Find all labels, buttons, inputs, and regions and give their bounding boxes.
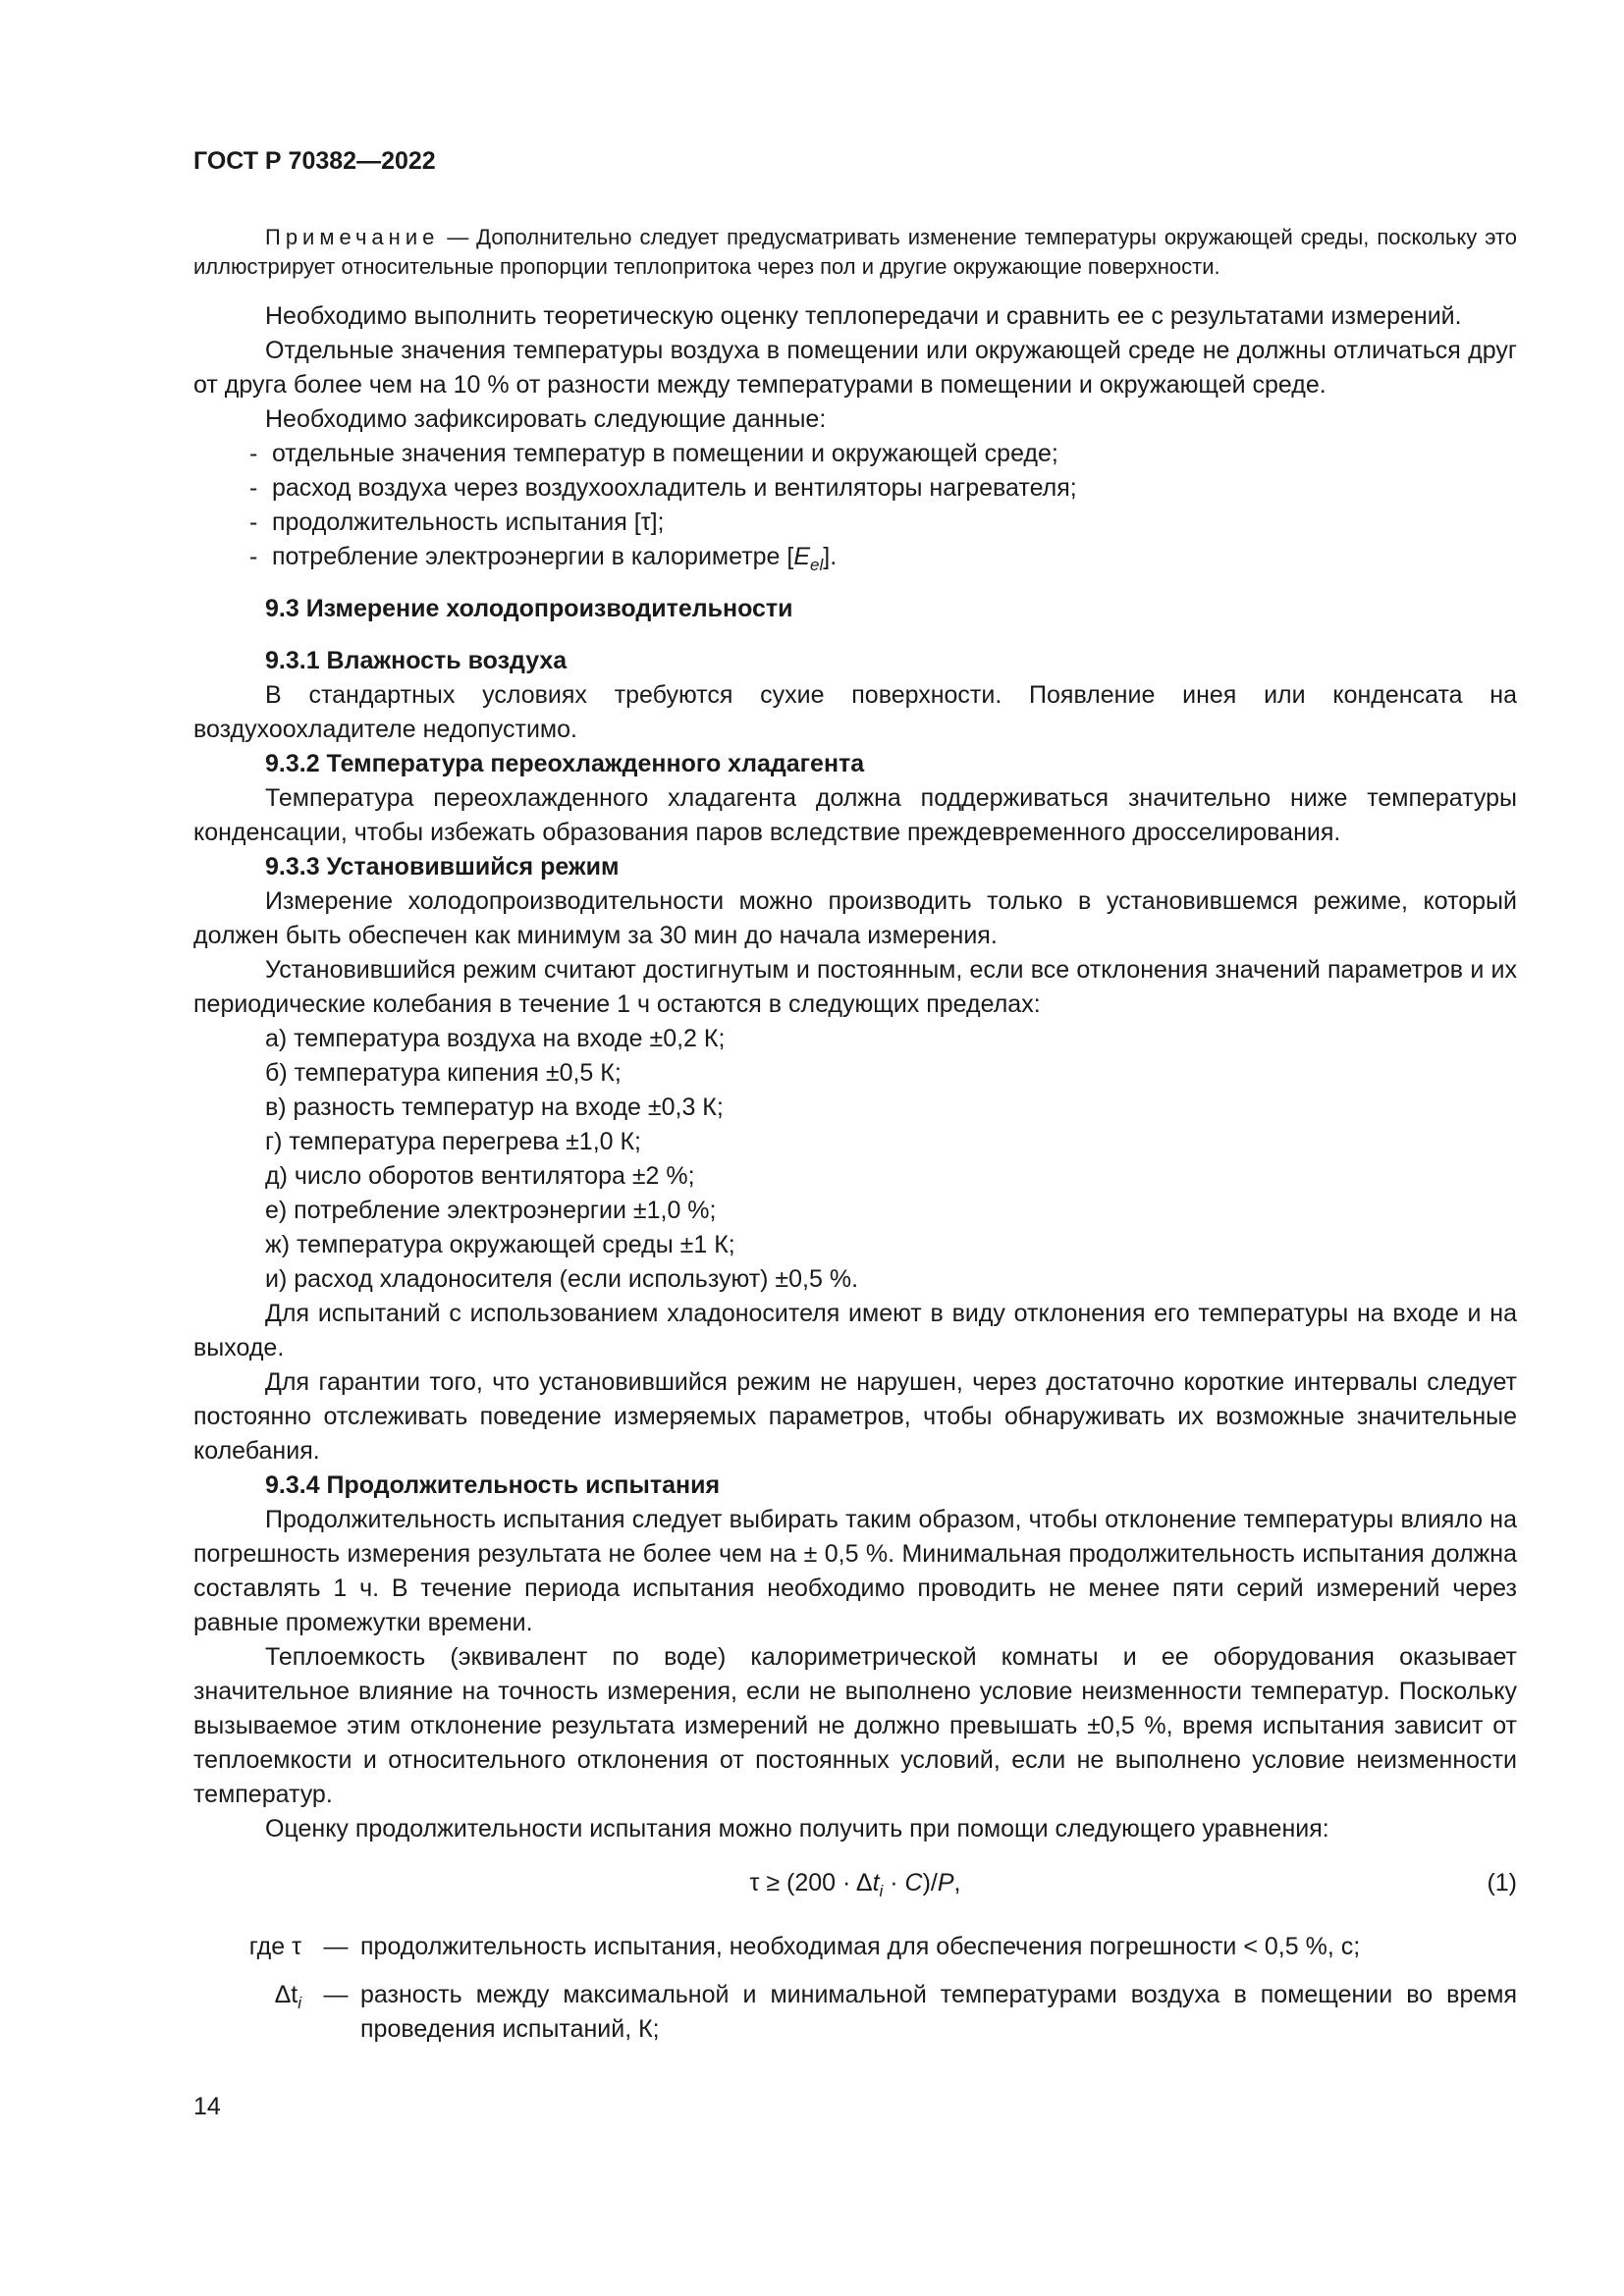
variable-description: разность между максимальной и минимальной температурами воздуха в помещении во время проведения испытаний, К;: [360, 1981, 1517, 2043]
list-item: ж) температура окружающей среды ±1 К;: [265, 1231, 735, 1258]
variable-dash: —: [323, 1933, 349, 1960]
list-item: - потребление электроэнергии в калориметре $[E_{el}]$.: [249, 543, 838, 574]
variable-symbol: где τ: [248, 1933, 301, 1960]
list-item: д) число оборотов вентилятора ±2 %;: [265, 1162, 695, 1190]
paragraph-test-duration-1: Продолжительность испытания следует выбирать таким образом, чтобы отклонение температуры влияло на погрешность измерения результата не более чем на ± 0,5 %. Минимальная продолжительность испытания должна составлять 1 ч. В течение периода испытания необходимо проводить не менее пяти серий измерений через равные промежутки времени.: [193, 1506, 1517, 1636]
paragraph-theoretical-estimate: Необходимо выполнить теоретическую оценку теплопередачи и сравнить ее с результатами измерений.: [265, 302, 1462, 330]
equation-number: (1): [1487, 1869, 1517, 1896]
list-item: в) разность температур на входе ±0,3 К;: [265, 1094, 724, 1121]
note-text: — Дополнительно следует предусматривать изменение температуры окружающей среды, поскольку это иллюстрирует относительные пропорции теплопритока через пол и другие окружающие поверхности.: [193, 225, 1517, 279]
paragraph-record-data-intro: Необходимо зафиксировать следующие данные:: [265, 405, 827, 433]
paragraph-temperature-deviation: Отдельные значения температуры воздуха в помещении или окружающей среде не должны отличаться друг от друга более чем на 10 % от разности между температурами в помещении и окружающей среде.: [193, 337, 1517, 399]
document-page: [193, 147, 1517, 2060]
list-item: а) температура воздуха на входе ±0,2 К;: [265, 1025, 726, 1052]
variable-description: продолжительность испытания, необходимая для обеспечения погрешности < 0,5 %, с;: [360, 1933, 1361, 1960]
section-heading-9-3-3: 9.3.3 Установившийся режим: [265, 853, 620, 881]
list-item: б) температура кипения ±0,5 К;: [265, 1059, 622, 1087]
paragraph-test-duration-2: Теплоемкость (эквивалент по воде) калориметрической комнаты и ее оборудования оказывает значительное влияние на точность измерения, если не выполнено условие неизменности температур. Поскольку вызываемое этим отклонение результата измерений не должно превышать ±0,5 %, время испытания зависит от теплоемкости и относительного отклонения от постоянных условий, если не выполнено условие неизменности температур.: [193, 1643, 1517, 1808]
paragraph-steady-state-1: Измерение холодопроизводительности можно производить только в установившемся режиме, который должен быть обеспечен как минимум за 30 мин до начала измерения.: [193, 887, 1517, 949]
equation-expression: $\tau \ge (200 \cdot \Delta t_i \cdot C)/P$,: [749, 1869, 961, 1900]
paragraph-test-duration-3: Оценку продолжительности испытания можно получить при помощи следующего уравнения:: [265, 1815, 1329, 1842]
list-item: г) температура перегрева ±1,0 К;: [265, 1128, 642, 1155]
section-heading-9-3-1: 9.3.1 Влажность воздуха: [265, 647, 568, 674]
document-code-header: ГОСТ Р 70382—2022: [193, 147, 436, 175]
variable-definition-tau: [193, 1930, 1517, 1964]
paragraph-steady-state-2: Установившийся режим считают достигнутым и постоянным, если все отклонения значений параметров и их периодические колебания в течение 1 ч остаются в следующих пределах:: [193, 956, 1517, 1018]
list-item: е) потребление электроэнергии ±1,0 %;: [265, 1197, 717, 1224]
list-item: - продолжительность испытания [τ];: [249, 508, 665, 536]
section-heading-9-3-2: 9.3.2 Температура переохлажденного хладагента: [265, 750, 865, 777]
note-paragraph: [193, 223, 1517, 282]
list-item: и) расход хладоносителя (если используют) ±0,5 %.: [265, 1265, 859, 1293]
variable-dash: —: [323, 1981, 349, 2008]
page-number: 14: [193, 2093, 221, 2120]
note-label: Примечание: [265, 225, 440, 249]
equation-1: [193, 1866, 1517, 1900]
list-item: - расход воздуха через воздухоохладитель и вентиляторы нагревателя;: [249, 474, 1077, 502]
section-heading-9-3-4: 9.3.4 Продолжительность испытания: [265, 1471, 721, 1499]
paragraph-coolant-deviation: Для испытаний с использованием хладоносителя имеют в виду отклонения его температуры на входе и на выходе.: [193, 1300, 1517, 1362]
variable-definition-delta-t: [193, 1978, 1517, 2047]
variable-symbol: $\Delta t_i$: [274, 1981, 301, 2012]
list-item: - отдельные значения температур в помещении и окружающей среде;: [249, 440, 1058, 467]
paragraph-air-humidity: В стандартных условиях требуются сухие поверхности. Появление инея или конденсата на воздухоохладителе недопустимо.: [193, 681, 1517, 743]
paragraph-monitoring: Для гарантии того, что установившийся режим не нарушен, через достаточно короткие интервалы следует постоянно отслеживать поведение измеряемых параметров, чтобы обнаруживать их возможные значительные колебания.: [193, 1368, 1517, 1465]
paragraph-subcooled-refrigerant: Температура переохлажденного хладагента должна поддерживаться значительно ниже температуры конденсации, чтобы избежать образования паров вследствие преждевременного дросселирования.: [193, 784, 1517, 846]
section-heading-9-3: 9.3 Измерение холодопроизводительности: [265, 595, 793, 622]
